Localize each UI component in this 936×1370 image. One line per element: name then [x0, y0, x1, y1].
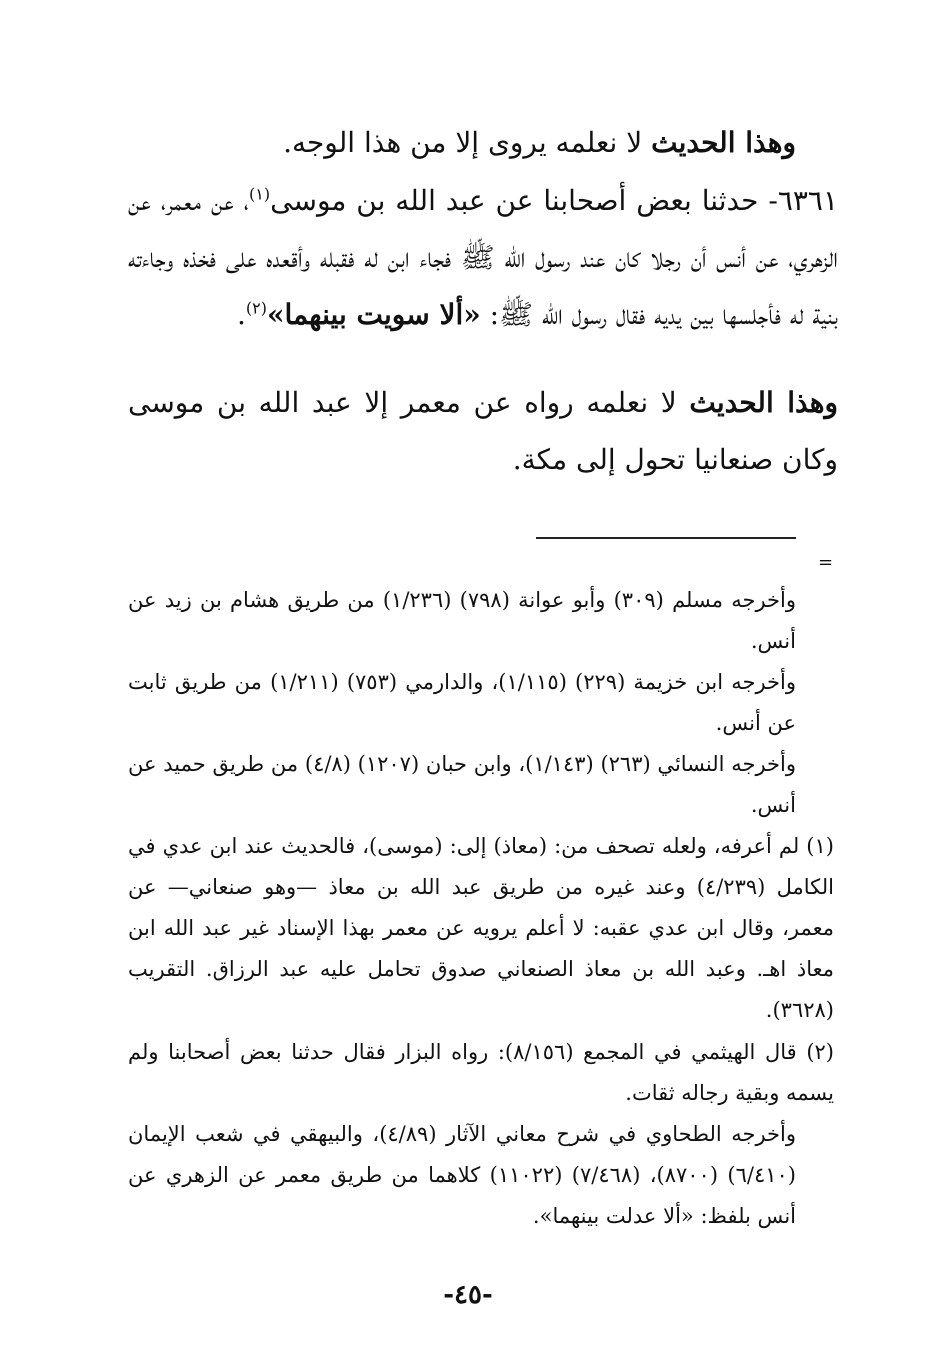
hadith-text-middle: ، عن معمر، عن الزهري، عن أنس أن رجلا كان عند رسول الله ﷺ فجاء ابن له فقبله وأقعده على فخذه وجاءته بنية له فأجلسها بين يديه فقال رسول الله ﷺ: — [128, 184, 838, 331]
footnote-2-continued: وأخرجه الطحاوي في شرح معاني الآثار (٤/٨٩)، والبيهقي في شعب الإيمان (٦/٤١٠) (٨٧٠٠)، (٧/٤٦٨) (١١٠٢٢) كلاهما من طريق معمر عن الزهري عن أنس بلفظ: «ألا عدلت بينهما». — [128, 1122, 796, 1228]
continuation-mark: = — [818, 552, 834, 573]
footnote-ref-2: (٢) — [245, 298, 267, 318]
paragraph-3 — [128, 374, 838, 488]
paragraph-1-text: لا نعلمه يروى إلا من هذا الوجه. — [283, 126, 652, 159]
footnote-continuation-3: وأخرجه النسائي (٢٦٣) (١/١٤٣)، وابن حبان (١٢٠٧) (٤/٨) من طريق حميد عن أنس. — [128, 752, 797, 817]
hadith-quote: «ألا سويت بينهما» — [266, 298, 481, 331]
paragraph-1-bold: وهذا الحديث — [651, 126, 796, 159]
footnote-continuation-1: وأخرجه مسلم (٣٠٩) وأبو عوانة (٧٩٨) (١/٢٣٦) من طريق هشام بن زيد عن أنس. — [128, 588, 796, 653]
hadith-6361 — [128, 172, 838, 343]
footnote-continuation-2: وأخرجه ابن خزيمة (٢٢٩) (١/١١٥)، والدارمي (٧٥٣) (١/٢١١) من طريق ثابت عن أنس. — [128, 670, 797, 735]
hadith-text-end: . — [236, 298, 246, 331]
footnote-1: (١) لم أعرفه، ولعله تصحف من: (معاذ) إلى: (موسى)، فالحديث عند ابن عدي في الكامل (٤/٢٣٩) وعند غيره من طريق عبد الله بن معاذ —وهو صنعاني— عن معمر، وقال ابن عدي عقبه: لا أعلم يرويه عن معمر بهذا الإسناد غير عبد الله ابن معاذ اهـ. وعبد الله بن معاذ الصنعاني صدوق تحامل عليه عبد الرزاق. التقريب (٣٦٢٨). — [128, 834, 835, 1022]
footnote-2: (٢) قال الهيثمي في المجمع (٨/١٥٦): رواه البزار فقال حدثنا بعض أصحابنا ولم يسمه وبقية رجاله ثقات. — [128, 1040, 834, 1105]
page-number: -٤٥- — [443, 1280, 493, 1310]
footnote-separator — [536, 537, 796, 539]
footnote-ref-1: (١) — [249, 184, 271, 204]
hadith-text-start: ٦٣٦١- حدثنا بعض أصحابنا عن عبد الله بن موسى — [270, 184, 838, 217]
paragraph-3-bold: وهذا الحديث — [689, 386, 838, 419]
paragraph-3-text: لا نعلمه رواه عن معمر إلا عبد الله بن موسى وكان صنعانيا تحول إلى مكة. — [128, 386, 838, 476]
paragraph-1 — [128, 115, 796, 171]
